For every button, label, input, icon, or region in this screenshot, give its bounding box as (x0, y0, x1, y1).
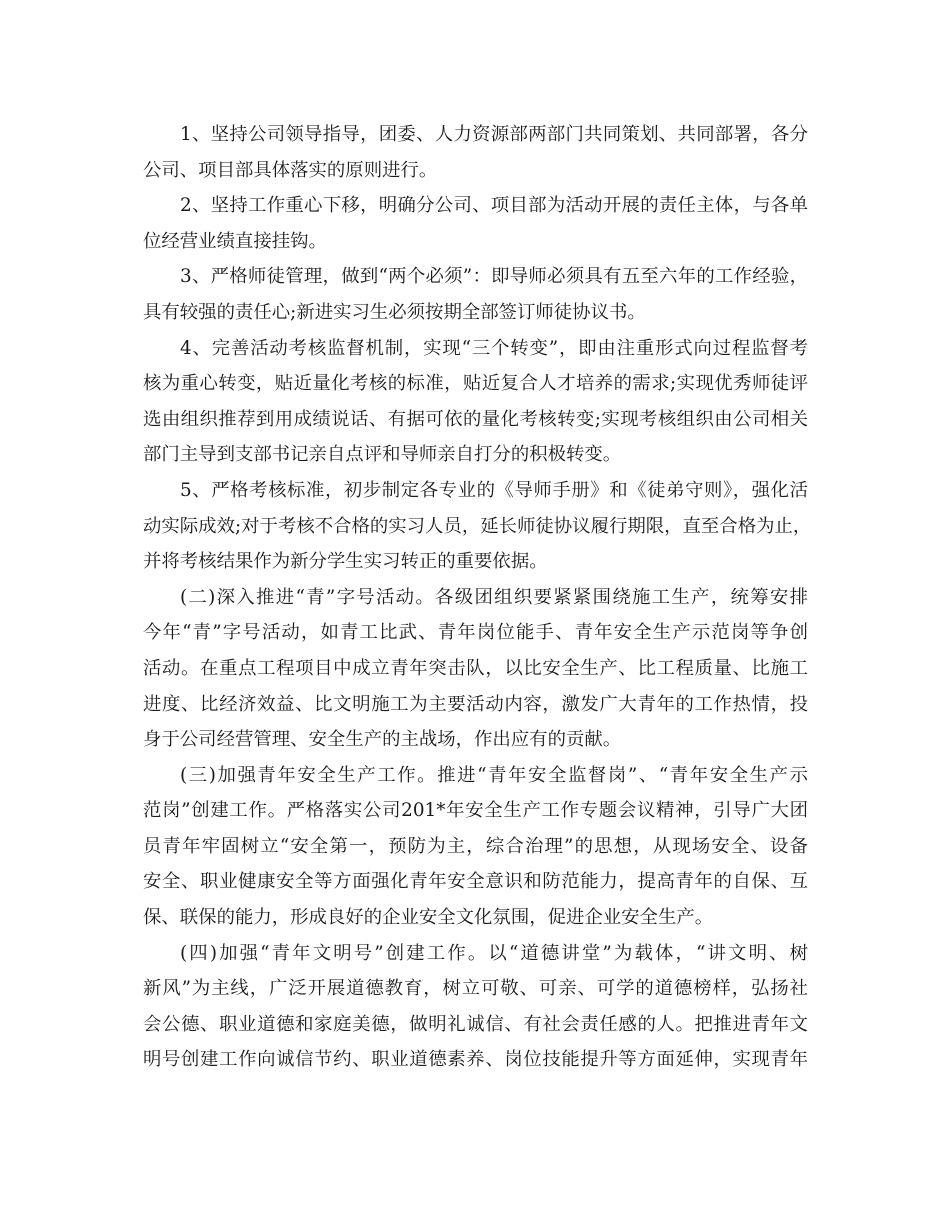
document-page (143, 117, 812, 1078)
text-line: 动实际成效;对于考核不合格的实习人员，延长师徒协议履行期限，直至合格为止， (143, 515, 812, 537)
text-line: 4、完善活动考核监督机制，实现“三个转变”，即由注重形式向过程监督考 (180, 337, 808, 359)
text-line: 5、严格考核标准，初步制定各专业的《导师手册》和《徒弟守则》，强化活 (180, 479, 808, 501)
paragraph (143, 117, 808, 188)
text-line: 身于公司经营管理、安全生产的主战场，作出应有的贡献。 (143, 729, 622, 751)
text-line: 并将考核结果作为新分学生实习转正的重要依据。 (143, 551, 548, 573)
text-line: 3、严格师徒管理，做到“两个必须”：即导师必须具有五至六年的工作经验， (180, 266, 808, 288)
text-line: (四)加强“青年文明号”创建工作。以“道德讲堂”为载体，“讲文明、树 (180, 942, 808, 964)
text-line: 2、坚持工作重心下移，明确分公司、项目部为活动开展的责任主体，与各单 (180, 195, 808, 217)
text-line: 具有较强的责任心;新进实习生必须按期全部签订师徒协议书。 (143, 301, 646, 323)
text-line: (三)加强青年安全生产工作。推进“青年安全监督岗”、“青年安全生产示 (180, 764, 808, 786)
paragraph (143, 936, 808, 1078)
text-line: 保、联保的能力，形成良好的企业安全文化氛围，促进企业安全生产。 (143, 907, 714, 929)
text-line: 部门主导到支部书记亲自点评和导师亲自打分的积极转变。 (143, 444, 622, 466)
paragraph (143, 473, 812, 580)
text-line: 明号创建工作向诚信节约、职业道德素养、岗位技能提升等方面延伸，实现青年 (143, 1049, 808, 1071)
paragraph (143, 259, 808, 330)
text-line: (二)深入推进“青”字号活动。各级团组织要紧紧围绕施工生产，统筹安排 (180, 586, 808, 608)
text-line: 安全、职业健康安全等方面强化青年安全意识和防范能力，提高青年的自保、互 (143, 871, 808, 893)
text-line: 会公德、职业道德和家庭美德，做明礼诚信、有社会责任感的人。把推进青年文 (143, 1013, 808, 1035)
text-line: 新风”为主线，广泛开展道德教育，树立可敬、可亲、可学的道德榜样，弘扬社 (143, 978, 808, 1000)
paragraph (143, 758, 808, 936)
text-line: 员青年牢固树立“安全第一，预防为主，综合治理”的思想，从现场安全、设备 (143, 835, 808, 857)
text-line: 1、坚持公司领导指导，团委、人力资源部两部门共同策划、共同部署，各分 (180, 124, 808, 145)
text-line: 位经营业绩直接挂钩。 (143, 230, 327, 252)
paragraph (143, 331, 808, 473)
text-line: 选由组织推荐到用成绩说话、有据可依的量化考核转变;实现考核组织由公司相关 (143, 408, 808, 430)
paragraph (143, 188, 808, 259)
paragraph (143, 580, 808, 758)
text-line: 今年“青”字号活动，如青工比武、青年岗位能手、青年安全生产示范岗等争创 (143, 622, 808, 644)
text-line: 公司、项目部具体落实的原则进行。 (143, 159, 438, 181)
text-line: 范岗”创建工作。严格落实公司201*年安全生产工作专题会议精神，引导广大团 (143, 800, 808, 822)
text-line: 活动。在重点工程项目中成立青年突击队，以比安全生产、比工程质量、比施工 (143, 657, 808, 679)
text-line: 进度、比经济效益、比文明施工为主要活动内容，激发广大青年的工作热情，投 (143, 693, 808, 715)
text-line: 核为重心转变，贴近量化考核的标准，贴近复合人才培养的需求;实现优秀师徒评 (143, 373, 808, 395)
